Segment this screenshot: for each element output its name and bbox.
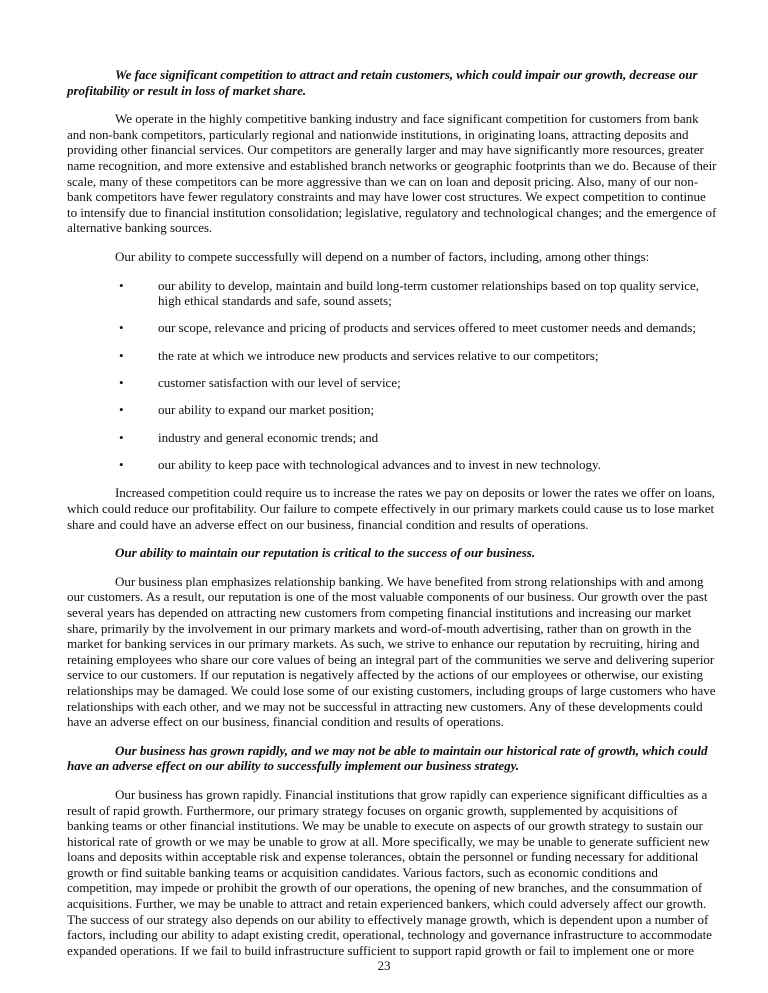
bullet-icon: •: [119, 402, 124, 418]
page-number: 23: [377, 958, 391, 973]
list-intro: Our ability to compete successfully will depend on a number of factors, including, among other things:: [115, 248, 650, 264]
risk-factor-competition: [67, 67, 717, 532]
body-paragraph: Our business has grown rapidly. Financial institutions that grow rapidly can experience significant difficulties as a result of rapid growth. Furthermore, our primary strategy focuses on organic growth, supplemented by acquisitions of banking teams or other financial institutions. We may be unable to execute on aspects of our growth strategy to sustain our historical rate of growth or we may be unable to grow at all. More specifically, we may be unable to generate sufficient new loans and deposits within acceptable risk and expense tolerances, obtain the personnel or funding necessary for additional growth or find suitable banking teams or acquisition candidates. Various factors, such as economic conditions and competition, may impede or prohibit the growth of our operations, the opening of new branches, and the consummation of acquisitions. Further, we may be unable to attract and retain experienced bankers, which could adversely affect our growth. The success of our strategy also depends on our ability to effectively manage growth, which is dependent upon a number of factors, including our ability to adapt existing credit, operational, technology and governance infrastructure to accommodate expanded operations. If we fail to build infrastructure sufficient to support rapid growth or fail to implement one or more: [67, 786, 712, 958]
factor-list: [67, 278, 717, 473]
list-item: [67, 402, 717, 418]
body-paragraph: Our business plan emphasizes relationship banking. We have benefited from strong relationships with and among our customers. As a result, our reputation is one of the most valuable components of our business. Our growth over the past several years has depended on attracting new customers from competing financial institutions and increasing our market share, primarily by the involvement in our primary markets and word-of-mouth advertising, rather than on growth in the market for banking services in our primary markets. As such, we strive to enhance our reputation by recruiting, hiring and retaining employees who share our core values of being an integral part of the communities we serve and delivering superior service to our customers. If our reputation is negatively affected by the actions of our employees or otherwise, our existing relationships may be damaged. We could lose some of our existing customers, including groups of large customers who have relationships with each other, and we may not be successful in attracting new customers. Any of these developments could have an adverse effect on our business, financial condition and results of operations.: [67, 573, 716, 730]
body-paragraph: We operate in the highly competitive banking industry and face significant competition for customers from bank and non-bank competitors, particularly regional and nationwide institutions, in originating loans, attracting deposits and providing other financial services. Our competitors are generally larger and may have significantly more resources, greater name recognition, and more extensive and established branch networks or geographic footprints than we do. Because of their scale, many of these competitors can be more aggressive than we can on loan and deposit pricing. Also, many of our non-bank competitors have fewer regulatory constraints and may have lower cost structures. We expect competition to continue to intensify due to financial institution consolidation; legislative, regulatory and technological changes; and the emergence of alternative banking sources.: [67, 111, 717, 236]
section-heading: Our ability to maintain our reputation is critical to the success of our business.: [115, 545, 536, 561]
bullet-icon: •: [119, 320, 124, 336]
section-heading: Our business has grown rapidly, and we may not be able to maintain our historical rate of growth, which could have an adverse effect on our ability to successfully implement our business strategy.: [67, 742, 708, 774]
list-item: [67, 375, 717, 391]
bullet-icon: •: [119, 277, 124, 293]
list-item: [67, 278, 717, 309]
list-item: [67, 320, 717, 336]
list-item-text: our ability to develop, maintain and build long-term customer relationships based on top quality service, high ethical standards and safe, sound assets;: [158, 277, 699, 309]
bullet-icon: •: [119, 456, 124, 472]
list-item-text: industry and general economic trends; and: [158, 429, 379, 445]
list-item-text: customer satisfaction with our level of service;: [158, 374, 401, 390]
bullet-icon: •: [119, 429, 124, 445]
list-item-text: our ability to expand our market position;: [158, 402, 375, 418]
bullet-icon: •: [119, 347, 124, 363]
list-item-text: our scope, relevance and pricing of products and services offered to meet customer needs and demands;: [158, 320, 696, 336]
section-heading: We face significant competition to attract and retain customers, which could impair our growth, decrease our profitability or result in loss of market share.: [67, 67, 698, 98]
list-item: [67, 430, 717, 446]
list-item: [67, 457, 717, 473]
document-page: [67, 67, 717, 971]
risk-factor-growth: [67, 743, 717, 959]
list-item-text: the rate at which we introduce new products and services relative to our competitors;: [158, 347, 599, 363]
bullet-icon: •: [119, 374, 124, 390]
body-paragraph: Increased competition could require us to increase the rates we pay on deposits or lower the rates we offer on loans, which could reduce our profitability. Our failure to compete effectively in our primary markets could cause us to lose market share and could have an adverse effect on our business, financial condition and results of operations.: [67, 485, 716, 532]
list-item-text: our ability to keep pace with technological advances and to invest in new technology.: [158, 456, 601, 472]
list-item: [67, 348, 717, 364]
risk-factor-reputation: [67, 545, 717, 730]
